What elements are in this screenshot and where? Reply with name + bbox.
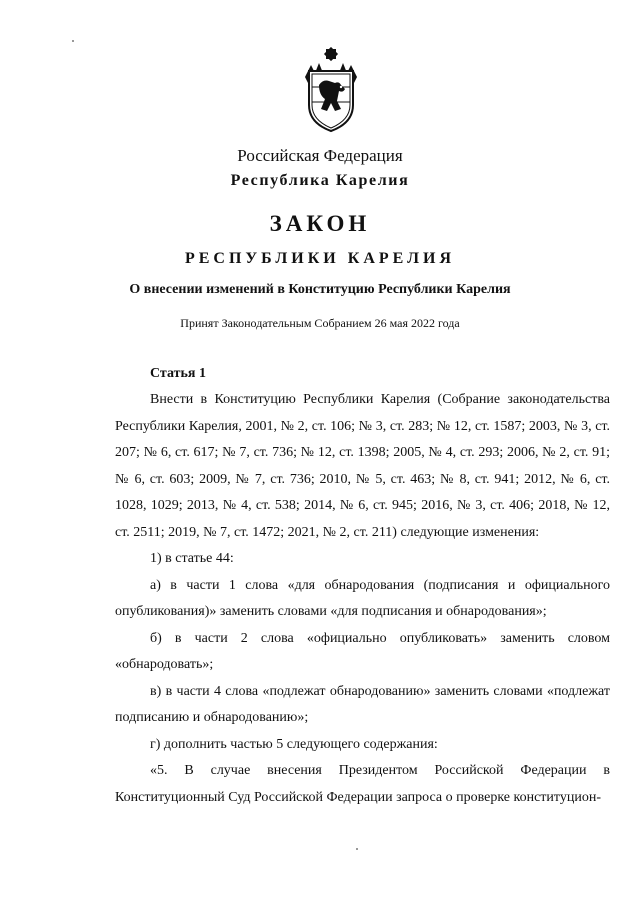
paragraph: в) в части 4 слова «подлежат обнародованию» заменить словами «подлежат подписанию и обнародованию»;	[115, 683, 610, 725]
country-line: Российская Федерация	[237, 146, 403, 165]
karelia-coat-of-arms-icon	[301, 47, 361, 133]
paragraph: «5. В случае внесения Президентом Российской Федерации в Конституционный Суд Российской Федерации запроса о проверке конституцион-	[115, 763, 610, 805]
article-heading: Статья 1	[150, 366, 206, 381]
document-issuer: РЕСПУБЛИКИ КАРЕЛИЯ	[184, 250, 456, 267]
document-title: О внесении изменений в Конституцию Республики Карелия	[129, 282, 511, 297]
republic-line: Республика Карелия	[230, 172, 410, 189]
document-type: ЗАКОН	[269, 211, 371, 236]
paragraph: а) в части 1 слова «для обнародования (подписания и официального опубликования)» заменить словами «для подписания и обнародования»;	[115, 577, 610, 619]
paragraph: Внести в Конституцию Республики Карелия (Собрание законодательства Республики Карелия, 2001, № 2, ст. 106; № 3, ст. 283; № 12, ст. 1587; 2003, № 3, ст. 207; № 6, ст. 617; № 7, ст. 736; № 12, ст. 1398; 2005, № 4, ст. 293; 2006, № 2, ст. 91; № 6, ст. 603; 2009, № 7, ст. 736; 2010, № 5, ст. 463; № 8, ст. 941; 2012, № 6, ст. 1028, 1029; 2013, № 4, ст. 538; 2014, № 6, ст. 945; 2016, № 3, ст. 406; 2018, № 12, ст. 2511; 2019, № 7, ст. 1472; 2021, № 2, ст. 211) следующие изменения:	[115, 392, 610, 540]
scan-speck	[72, 40, 74, 42]
paragraph: 1) в статье 44:	[150, 551, 234, 566]
article-body	[115, 387, 610, 811]
adoption-note: Принят Законодательным Собранием 26 мая 2022 года	[180, 316, 460, 330]
scan-speck	[356, 848, 358, 850]
paragraph: б) в части 2 слова «официально опубликовать» заменить словом «обнародовать»;	[115, 630, 610, 672]
paragraph: г) дополнить частью 5 следующего содержания:	[150, 736, 438, 752]
